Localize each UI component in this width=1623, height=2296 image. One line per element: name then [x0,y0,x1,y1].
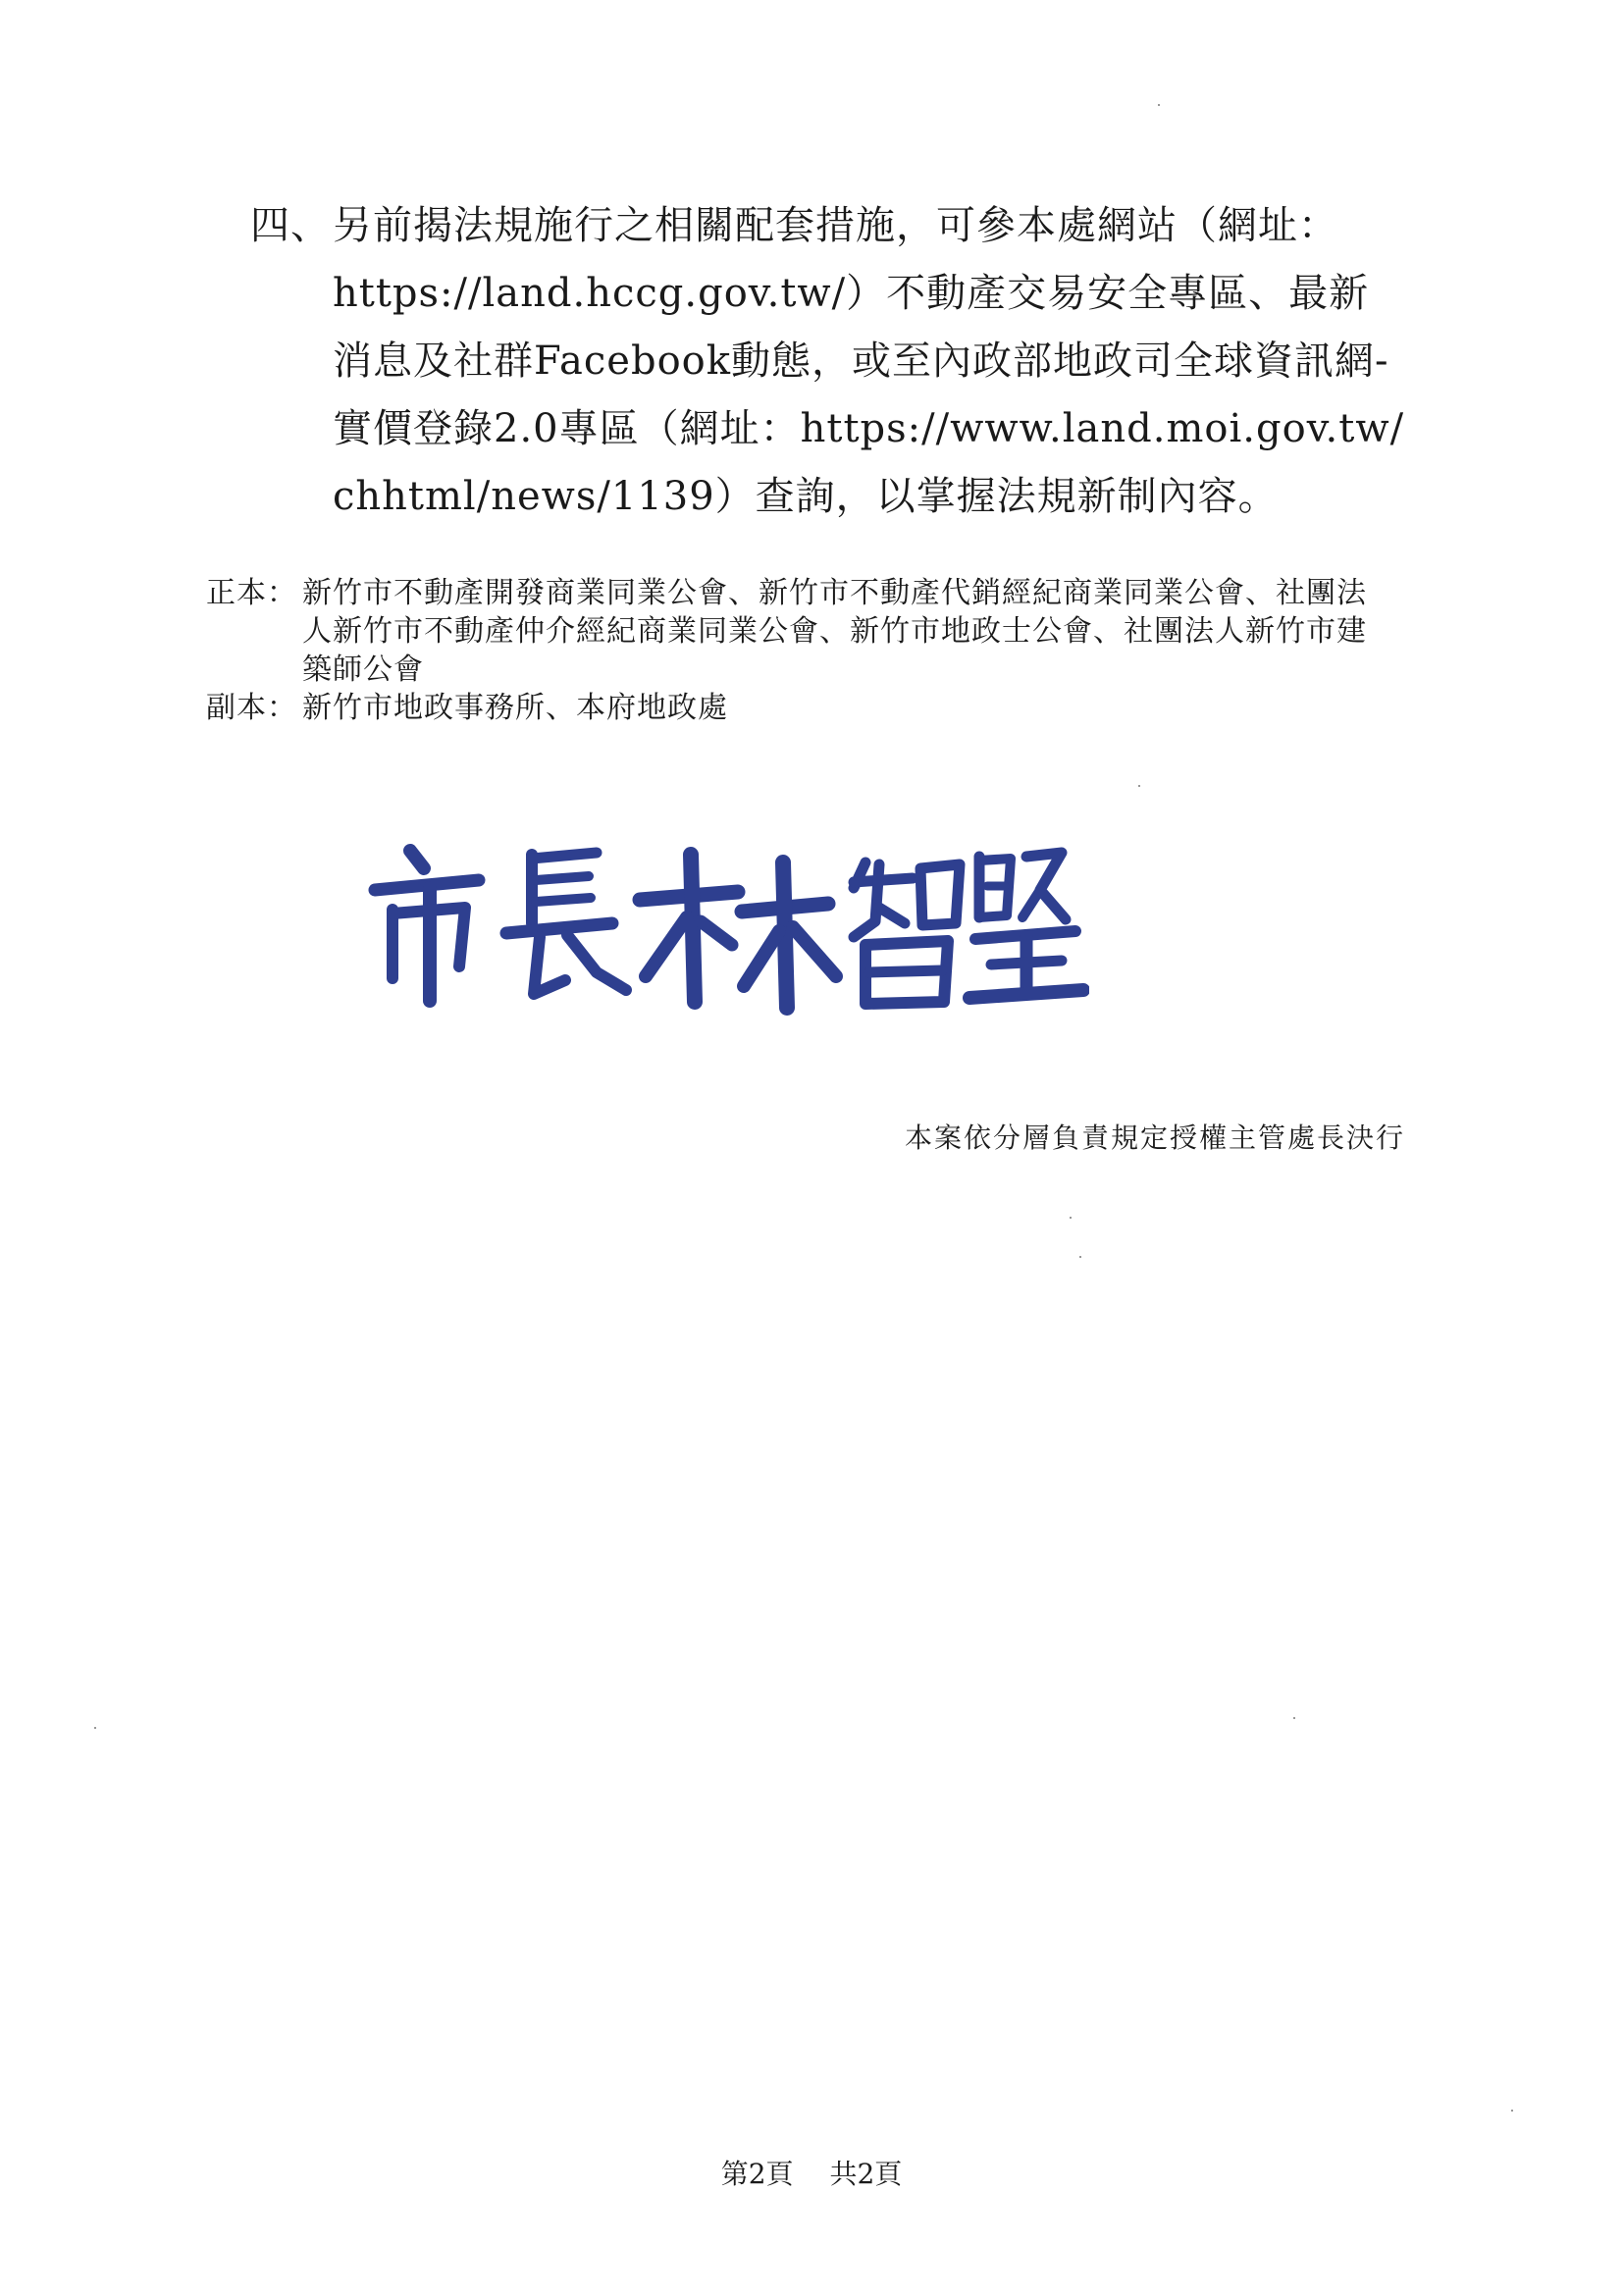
paragraph-line: 消息及社群Facebook動態，或至內政部地政司全球資訊網- [333,339,1389,384]
copy-label: 副本： [206,691,297,725]
paragraph-line: chhtml/news/1139）查詢，以掌握法規新制內容。 [333,474,1279,519]
item-number: 四、 [250,203,331,248]
scan-speck [1138,785,1140,787]
scan-speck [94,1727,96,1729]
recipient-line: 新竹市不動產開發商業同業公會、新竹市不動產代銷經紀商業同業公會、社團法 [302,576,1367,610]
delegation-note: 本案依分層負責規定授權主管處長決行 [905,1122,1406,1154]
paragraph-line: https://land.hccg.gov.tw/）不動產交易安全專區、最新 [333,271,1370,316]
page-current: 第2頁 [720,2158,794,2190]
mayor-signature-stamp [363,829,1089,1016]
scan-speck [1070,1217,1072,1219]
paragraph-line: 實價登錄2.0專區（網址：https://www.land.moi.gov.tw/ [333,406,1405,451]
copy-list [302,689,1460,727]
page-footer [0,2153,1623,2192]
scan-speck [1158,104,1160,106]
paragraph-body [333,192,1451,531]
recipient-line: 人新竹市不動產仲介經紀商業同業公會、新竹市地政士公會、社團法人新竹市建 [302,614,1367,649]
primary-label: 正本： [206,576,297,610]
scan-speck [1511,2110,1513,2112]
scan-speck [1079,1256,1081,1258]
recipient-line: 築師公會 [302,652,424,687]
primary-list [302,574,1460,689]
recipient-line: 新竹市地政事務所、本府地政處 [302,691,728,725]
paragraph-line: 另前揭法規施行之相關配套措施，可參本處網站（網址： [333,203,1338,248]
scan-speck [1293,1717,1295,1719]
page-total: 共2頁 [829,2158,903,2190]
